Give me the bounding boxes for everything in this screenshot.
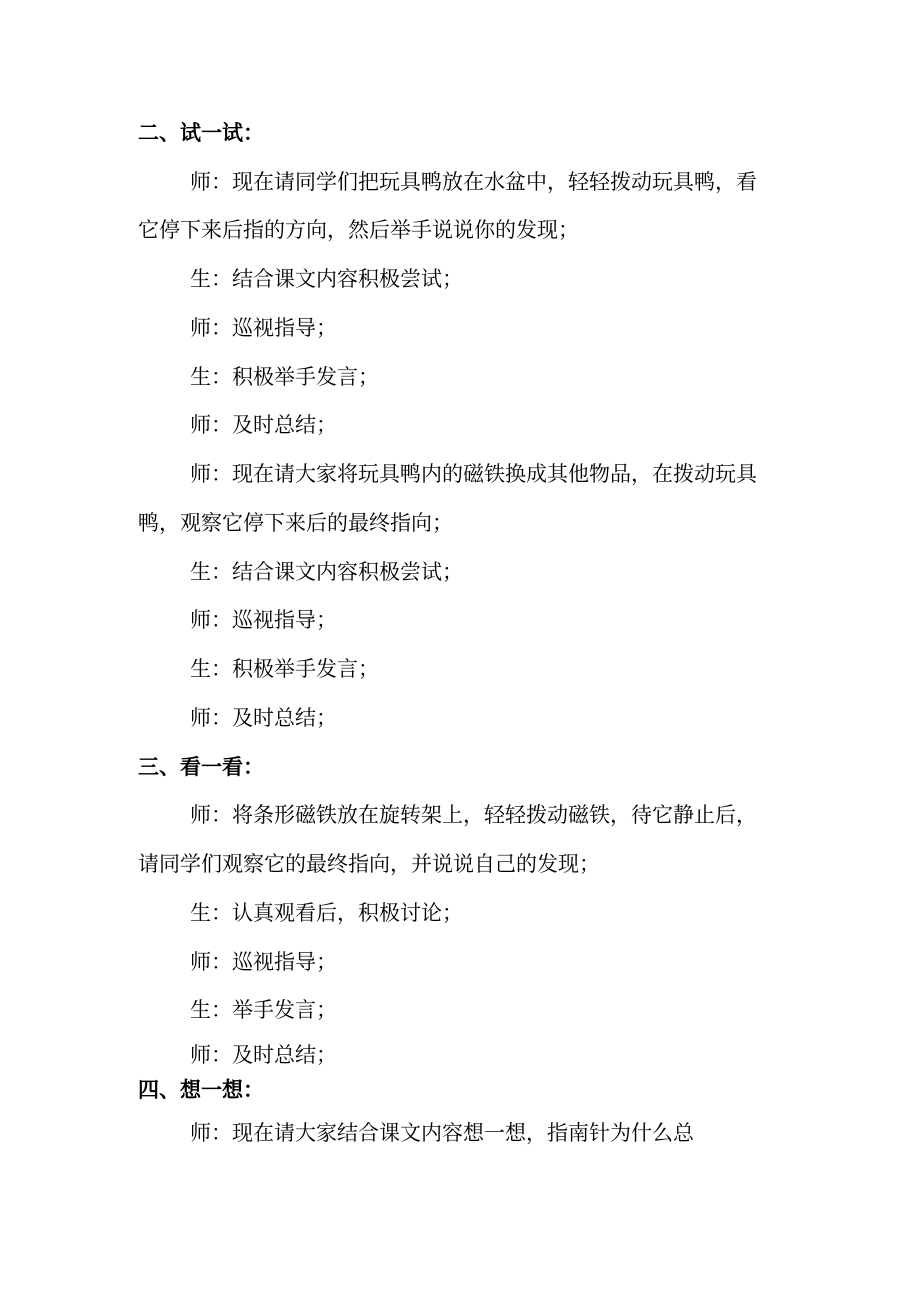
dialogue-line: 师：将条形磁铁放在旋转架上，轻轻拨动磁铁，待它静止后，	[190, 803, 757, 827]
dialogue-line: 生：认真观看后，积极讨论；	[190, 901, 463, 925]
dialogue-line: 生：结合课文内容积极尝试；	[190, 267, 463, 291]
dialogue-line-continuation: 鸭，观察它停下来后的最终指向；	[138, 511, 453, 535]
dialogue-line: 师：现在请大家将玩具鸭内的磁铁换成其他物品，在拨动玩具	[190, 462, 757, 486]
dialogue-line-continuation: 请同学们观察它的最终指向，并说说自己的发现；	[138, 852, 600, 876]
dialogue-line: 师：现在请大家结合课文内容想一想，指南针为什么总	[190, 1121, 694, 1145]
dialogue-line: 师：及时总结；	[190, 413, 337, 437]
dialogue-line: 师：及时总结；	[190, 706, 337, 730]
dialogue-line: 生：积极举手发言；	[190, 657, 379, 681]
section-heading-watch: 三、看一看：	[138, 754, 264, 779]
section-heading-think: 四、想一想：	[138, 1077, 264, 1102]
dialogue-line-continuation: 它停下来后指的方向，然后举手说说你的发现；	[138, 218, 579, 242]
dialogue-line: 师：巡视指导；	[190, 316, 337, 340]
dialogue-line: 师：现在请同学们把玩具鸭放在水盆中，轻轻拨动玩具鸭，看	[190, 170, 757, 194]
dialogue-line: 生：结合课文内容积极尝试；	[190, 560, 463, 584]
dialogue-line: 生：积极举手发言；	[190, 365, 379, 389]
section-heading-try: 二、试一试：	[138, 120, 264, 145]
dialogue-line: 师：巡视指导；	[190, 950, 337, 974]
dialogue-line: 师：巡视指导；	[190, 608, 337, 632]
dialogue-line: 师：及时总结；	[190, 1043, 337, 1067]
dialogue-line: 生：举手发言；	[190, 998, 337, 1022]
